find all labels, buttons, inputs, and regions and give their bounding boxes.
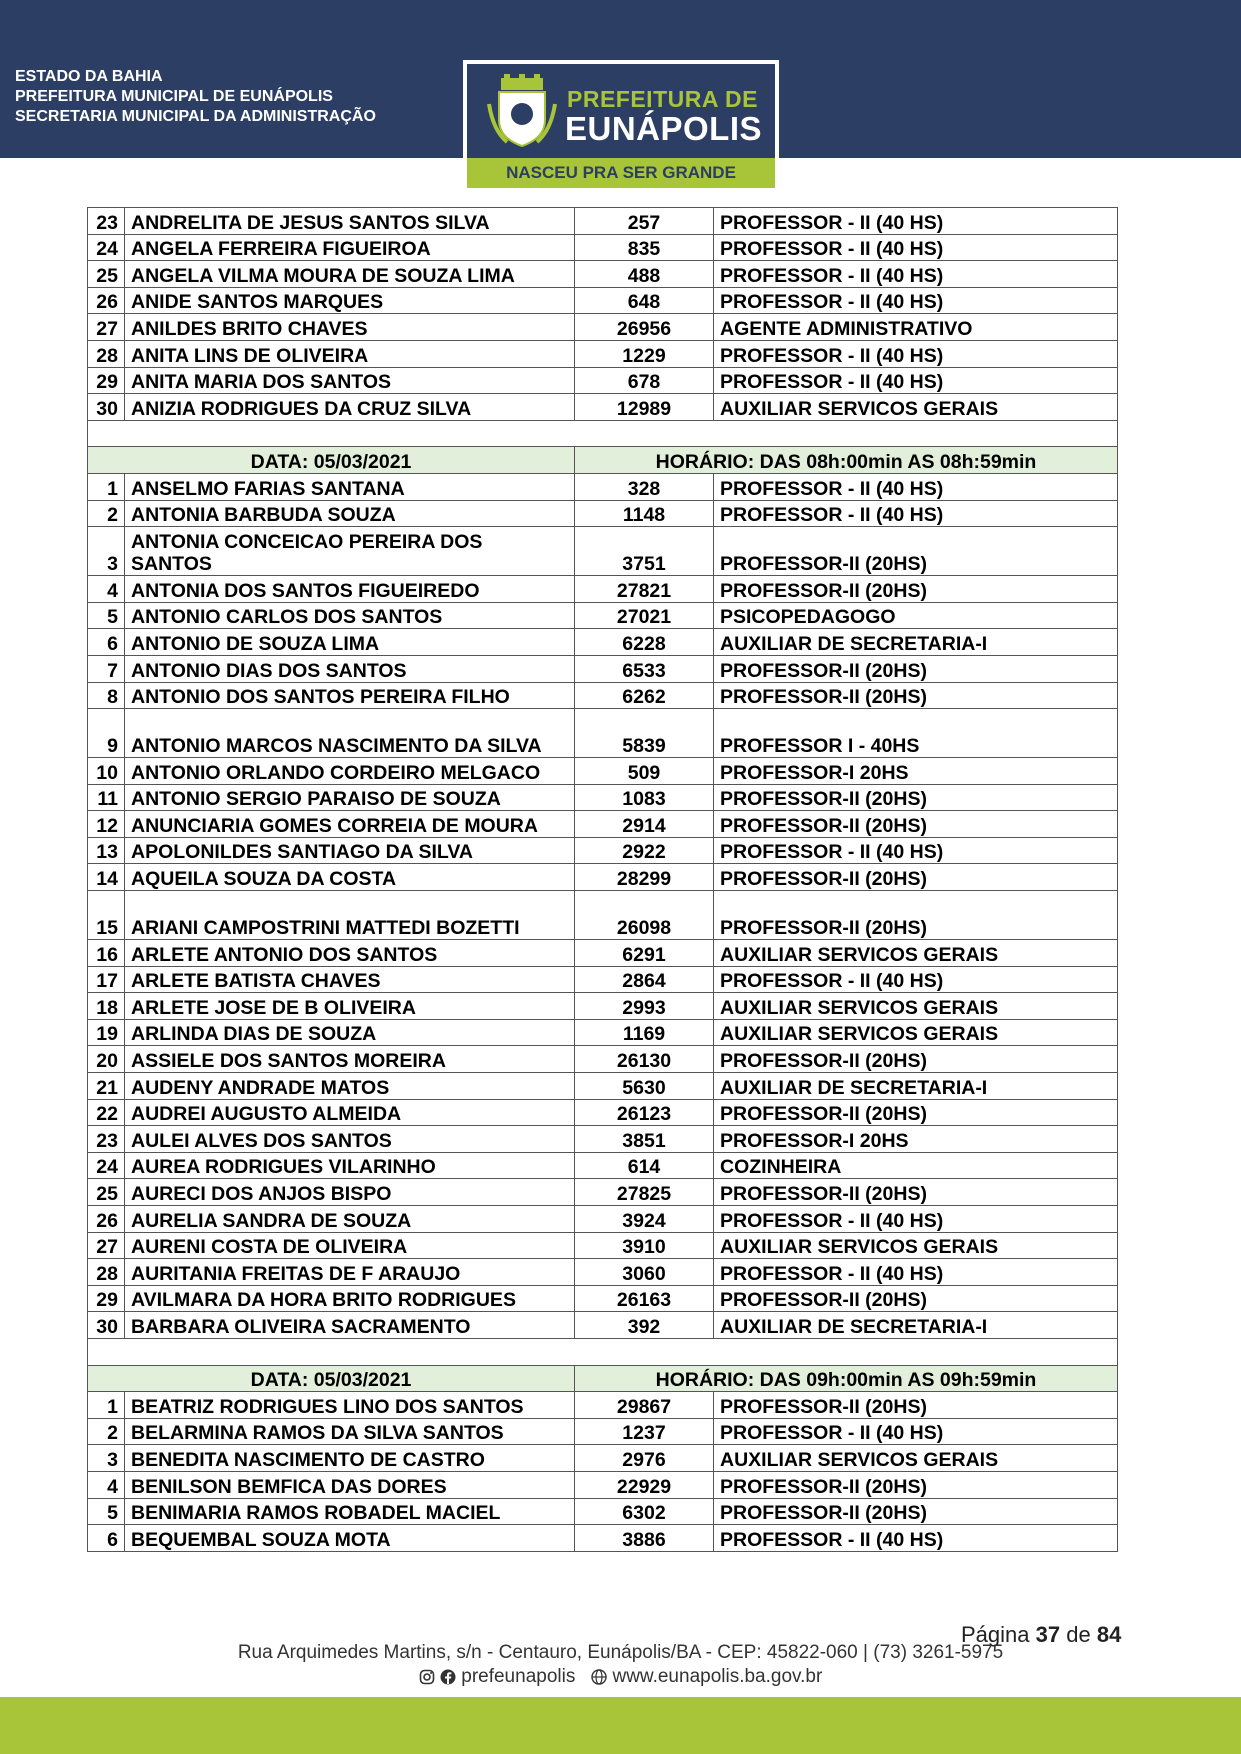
table-row: [88, 1073, 1118, 1100]
job-title: PROFESSOR-I 20HS: [714, 1126, 1118, 1153]
registration-number: 3886: [575, 1525, 714, 1552]
footer-address: Rua Arquimedes Martins, s/n - Centauro, Eunápolis/BA - CEP: 45822-060 | (73) 3261-5975: [237, 1642, 1004, 1663]
row-number: 10: [88, 758, 125, 785]
job-title: PROFESSOR - II (40 HS): [714, 837, 1118, 864]
employee-name: ANSELMO FARIAS SANTANA: [125, 473, 575, 500]
row-number: 13: [88, 837, 125, 864]
footer-bar: [0, 1697, 1241, 1754]
job-title: PROFESSOR - II (40 HS): [714, 473, 1118, 500]
row-number: 4: [88, 1471, 125, 1498]
job-title: PROFESSOR - II (40 HS): [714, 1206, 1118, 1233]
employee-name: ANDRELITA DE JESUS SANTOS SILVA: [125, 208, 575, 235]
job-title: AUXILIAR DE SECRETARIA-I: [714, 1073, 1118, 1100]
employee-name: BENILSON BEMFICA DAS DORES: [125, 1471, 575, 1498]
employee-name: ANIZIA RODRIGUES DA CRUZ SILVA: [125, 394, 575, 421]
registration-number: 1148: [575, 500, 714, 527]
employee-name: AULEI ALVES DOS SANTOS: [125, 1126, 575, 1153]
employee-name: AVILMARA DA HORA BRITO RODRIGUES: [125, 1285, 575, 1312]
job-title: PROFESSOR-II (20HS): [714, 655, 1118, 682]
registration-number: 648: [575, 287, 714, 314]
job-title: PROFESSOR-II (20HS): [714, 864, 1118, 891]
job-title: PROFESSOR-II (20HS): [714, 1179, 1118, 1206]
page-label: Página: [961, 1622, 1030, 1647]
row-number: 26: [88, 1206, 125, 1233]
employee-name: BENIMARIA RAMOS ROBADEL MACIEL: [125, 1498, 575, 1525]
row-number: 19: [88, 1019, 125, 1046]
table-row: [88, 655, 1118, 682]
job-title: AUXILIAR SERVICOS GERAIS: [714, 940, 1118, 967]
table-row: [88, 1099, 1118, 1126]
registration-number: 1169: [575, 1019, 714, 1046]
table-row: [88, 993, 1118, 1020]
globe-icon: [591, 1669, 607, 1685]
staff-schedule-table: [87, 207, 1118, 1552]
section-spacer: [88, 420, 1118, 447]
job-title: PROFESSOR - II (40 HS): [714, 1418, 1118, 1445]
facebook-icon: [440, 1669, 456, 1685]
employee-name: ARIANI CAMPOSTRINI MATTEDI BOZETTI: [125, 891, 575, 940]
registration-number: 6533: [575, 655, 714, 682]
table-row: [88, 629, 1118, 656]
registration-number: 328: [575, 473, 714, 500]
table-row: [88, 576, 1118, 603]
logo-slogan: NASCEU PRA SER GRANDE: [467, 158, 775, 188]
row-number: 30: [88, 1312, 125, 1339]
employee-name: ANILDES BRITO CHAVES: [125, 314, 575, 341]
employee-name: BENEDITA NASCIMENTO DE CASTRO: [125, 1445, 575, 1472]
registration-number: 835: [575, 234, 714, 261]
employee-name: ARLETE JOSE DE B OLIVEIRA: [125, 993, 575, 1020]
job-title: PROFESSOR - II (40 HS): [714, 367, 1118, 394]
row-number: 23: [88, 1126, 125, 1153]
job-title: PROFESSOR-II (20HS): [714, 682, 1118, 709]
table-row: [88, 709, 1118, 758]
employee-name: AQUEILA SOUZA DA COSTA: [125, 864, 575, 891]
page-of: de: [1066, 1622, 1091, 1647]
row-number: 20: [88, 1046, 125, 1073]
employee-name: BELARMINA RAMOS DA SILVA SANTOS: [125, 1418, 575, 1445]
footer-contacts: [0, 1666, 1241, 1688]
row-number: 14: [88, 864, 125, 891]
registration-number: 27021: [575, 602, 714, 629]
registration-number: 257: [575, 208, 714, 235]
registration-number: 488: [575, 261, 714, 288]
registration-number: 2864: [575, 966, 714, 993]
row-number: 5: [88, 602, 125, 629]
job-title: PROFESSOR - II (40 HS): [714, 287, 1118, 314]
job-title: AUXILIAR SERVICOS GERAIS: [714, 993, 1118, 1020]
row-number: 2: [88, 1418, 125, 1445]
section-spacer: [88, 1338, 1118, 1365]
employee-name: ANITA LINS DE OLIVEIRA: [125, 340, 575, 367]
registration-number: 1237: [575, 1418, 714, 1445]
job-title: PROFESSOR - II (40 HS): [714, 500, 1118, 527]
row-number: 5: [88, 1498, 125, 1525]
row-number: 16: [88, 940, 125, 967]
table-row: [88, 1392, 1118, 1419]
row-number: 6: [88, 629, 125, 656]
table-row: [88, 602, 1118, 629]
table-row: [88, 234, 1118, 261]
table-row: [88, 1179, 1118, 1206]
employee-name: ANTONIO DIAS DOS SANTOS: [125, 655, 575, 682]
employee-name: ANGELA VILMA MOURA DE SOUZA LIMA: [125, 261, 575, 288]
instagram-icon: [419, 1669, 435, 1685]
row-number: 6: [88, 1525, 125, 1552]
row-number: 28: [88, 1259, 125, 1286]
row-number: 26: [88, 287, 125, 314]
registration-number: 3060: [575, 1259, 714, 1286]
table-row: [88, 1019, 1118, 1046]
row-number: 1: [88, 473, 125, 500]
employee-name: ANITA MARIA DOS SANTOS: [125, 367, 575, 394]
table-row: [88, 1285, 1118, 1312]
registration-number: 26098: [575, 891, 714, 940]
table-row: [88, 473, 1118, 500]
section-date: DATA: 05/03/2021: [88, 447, 575, 474]
table-row: [88, 758, 1118, 785]
table-row: [88, 314, 1118, 341]
job-title: PROFESSOR-II (20HS): [714, 527, 1118, 576]
coat-of-arms-icon: [487, 74, 557, 150]
table-row: [88, 837, 1118, 864]
table-row: [88, 1312, 1118, 1339]
job-title: PROFESSOR-II (20HS): [714, 1285, 1118, 1312]
table-row: [88, 966, 1118, 993]
employee-name: BARBARA OLIVEIRA SACRAMENTO: [125, 1312, 575, 1339]
employee-name: ASSIELE DOS SANTOS MOREIRA: [125, 1046, 575, 1073]
table-row: [88, 1525, 1118, 1552]
section-date: DATA: 05/03/2021: [88, 1365, 575, 1392]
registration-number: 5839: [575, 709, 714, 758]
header-prefecture: PREFEITURA MUNICIPAL DE EUNÁPOLIS: [15, 88, 333, 105]
row-number: 22: [88, 1099, 125, 1126]
job-title: AUXILIAR SERVICOS GERAIS: [714, 1445, 1118, 1472]
registration-number: 5630: [575, 1073, 714, 1100]
table-row: [88, 1152, 1118, 1179]
row-number: 21: [88, 1073, 125, 1100]
registration-number: 26163: [575, 1285, 714, 1312]
page-total: 84: [1096, 1622, 1122, 1647]
table-row: [88, 811, 1118, 838]
registration-number: 614: [575, 1152, 714, 1179]
employee-name: ANTONIA BARBUDA SOUZA: [125, 500, 575, 527]
table-row: [88, 1445, 1118, 1472]
employee-name: ARLINDA DIAS DE SOUZA: [125, 1019, 575, 1046]
employee-name: ARLETE BATISTA CHAVES: [125, 966, 575, 993]
job-title: PROFESSOR-II (20HS): [714, 1099, 1118, 1126]
job-title: AUXILIAR SERVICOS GERAIS: [714, 1019, 1118, 1046]
table-row: [88, 261, 1118, 288]
social-handle[interactable]: prefeunapolis: [461, 1666, 576, 1687]
table-row: [88, 287, 1118, 314]
job-title: AUXILIAR SERVICOS GERAIS: [714, 1232, 1118, 1259]
registration-number: 26130: [575, 1046, 714, 1073]
table-row: [88, 940, 1118, 967]
job-title: PROFESSOR-I 20HS: [714, 758, 1118, 785]
job-title: PROFESSOR - II (40 HS): [714, 208, 1118, 235]
table-row: [88, 1498, 1118, 1525]
table-row: [88, 784, 1118, 811]
registration-number: 3924: [575, 1206, 714, 1233]
table-row: [88, 1259, 1118, 1286]
page-current: 37: [1035, 1622, 1061, 1647]
employee-name: ANGELA FERREIRA FIGUEIROA: [125, 234, 575, 261]
job-title: PROFESSOR-II (20HS): [714, 576, 1118, 603]
row-number: 8: [88, 682, 125, 709]
row-number: 24: [88, 1152, 125, 1179]
logo-title-line2: EUNÁPOLIS: [565, 110, 763, 147]
job-title: PROFESSOR - II (40 HS): [714, 261, 1118, 288]
header-secretariat: SECRETARIA MUNICIPAL DA ADMINISTRAÇÃO: [15, 108, 376, 125]
job-title: COZINHEIRA: [714, 1152, 1118, 1179]
job-title: PROFESSOR-II (20HS): [714, 1392, 1118, 1419]
job-title: PROFESSOR-II (20HS): [714, 891, 1118, 940]
section-header: [88, 1365, 1118, 1392]
job-title: AUXILIAR DE SECRETARIA-I: [714, 629, 1118, 656]
registration-number: 6291: [575, 940, 714, 967]
section-time: HORÁRIO: DAS 08h:00min AS 08h:59min: [575, 447, 1118, 474]
table-row: [88, 1206, 1118, 1233]
employee-name: AURITANIA FREITAS DE F ARAUJO: [125, 1259, 575, 1286]
registration-number: 6228: [575, 629, 714, 656]
job-title: AUXILIAR DE SECRETARIA-I: [714, 1312, 1118, 1339]
table-body: [88, 208, 1118, 1552]
employee-name: AURELIA SANDRA DE SOUZA: [125, 1206, 575, 1233]
logo-title-line1: PREFEITURA DE: [567, 86, 758, 112]
row-number: 12: [88, 811, 125, 838]
row-number: 27: [88, 314, 125, 341]
employee-name: BEQUEMBAL SOUZA MOTA: [125, 1525, 575, 1552]
spacer-cell: [88, 1338, 1118, 1365]
row-number: 11: [88, 784, 125, 811]
table-row: [88, 1046, 1118, 1073]
employee-name: ANTONIO CARLOS DOS SANTOS: [125, 602, 575, 629]
row-number: 15: [88, 891, 125, 940]
employee-name: AUREA RODRIGUES VILARINHO: [125, 1152, 575, 1179]
registration-number: 1083: [575, 784, 714, 811]
job-title: PROFESSOR-II (20HS): [714, 811, 1118, 838]
employee-name: AUDENY ANDRADE MATOS: [125, 1073, 575, 1100]
registration-number: 29867: [575, 1392, 714, 1419]
table-row: [88, 340, 1118, 367]
employee-name: ANTONIO SERGIO PARAISO DE SOUZA: [125, 784, 575, 811]
row-number: 24: [88, 234, 125, 261]
row-number: 7: [88, 655, 125, 682]
job-title: PROFESSOR - II (40 HS): [714, 234, 1118, 261]
table-row: [88, 864, 1118, 891]
registration-number: 27821: [575, 576, 714, 603]
table-row: [88, 208, 1118, 235]
job-title: AUXILIAR SERVICOS GERAIS: [714, 394, 1118, 421]
employee-name: APOLONILDES SANTIAGO DA SILVA: [125, 837, 575, 864]
employee-name: ANTONIO ORLANDO CORDEIRO MELGACO: [125, 758, 575, 785]
job-title: PROFESSOR-II (20HS): [714, 1471, 1118, 1498]
section-time: HORÁRIO: DAS 09h:00min AS 09h:59min: [575, 1365, 1118, 1392]
registration-number: 3910: [575, 1232, 714, 1259]
row-number: 29: [88, 1285, 125, 1312]
registration-number: 3851: [575, 1126, 714, 1153]
employee-name: ANUNCIARIA GOMES CORREIA DE MOURA: [125, 811, 575, 838]
registration-number: 509: [575, 758, 714, 785]
header-institution: [15, 67, 376, 127]
row-number: 27: [88, 1232, 125, 1259]
registration-number: 6262: [575, 682, 714, 709]
row-number: 25: [88, 261, 125, 288]
row-number: 30: [88, 394, 125, 421]
row-number: 17: [88, 966, 125, 993]
registration-number: 1229: [575, 340, 714, 367]
registration-number: 22929: [575, 1471, 714, 1498]
job-title: PROFESSOR - II (40 HS): [714, 1259, 1118, 1286]
table-row: [88, 1418, 1118, 1445]
registration-number: 26123: [575, 1099, 714, 1126]
row-number: 3: [88, 527, 125, 576]
prefecture-logo: [463, 60, 779, 192]
employee-name: ANTONIO DE SOUZA LIMA: [125, 629, 575, 656]
employee-name: ANTONIO DOS SANTOS PEREIRA FILHO: [125, 682, 575, 709]
employee-name: AURECI DOS ANJOS BISPO: [125, 1179, 575, 1206]
employee-name: ANIDE SANTOS MARQUES: [125, 287, 575, 314]
job-title: PROFESSOR-II (20HS): [714, 1046, 1118, 1073]
section-header: [88, 447, 1118, 474]
row-number: 18: [88, 993, 125, 1020]
employee-name: ARLETE ANTONIO DOS SANTOS: [125, 940, 575, 967]
row-number: 23: [88, 208, 125, 235]
registration-number: 2993: [575, 993, 714, 1020]
employee-name: AURENI COSTA DE OLIVEIRA: [125, 1232, 575, 1259]
registration-number: 2976: [575, 1445, 714, 1472]
job-title: PSICOPEDAGOGO: [714, 602, 1118, 629]
registration-number: 3751: [575, 527, 714, 576]
header-state: ESTADO DA BAHIA: [15, 68, 163, 85]
registration-number: 28299: [575, 864, 714, 891]
table-row: [88, 682, 1118, 709]
registration-number: 2922: [575, 837, 714, 864]
job-title: PROFESSOR I - 40HS: [714, 709, 1118, 758]
table-row: [88, 367, 1118, 394]
website-link[interactable]: www.eunapolis.ba.gov.br: [612, 1666, 823, 1687]
row-number: 1: [88, 1392, 125, 1419]
job-title: PROFESSOR-II (20HS): [714, 784, 1118, 811]
table-row: [88, 1232, 1118, 1259]
table-row: [88, 527, 1118, 576]
row-number: 4: [88, 576, 125, 603]
logo-top-panel: [467, 64, 775, 158]
employee-name: AUDREI AUGUSTO ALMEIDA: [125, 1099, 575, 1126]
table-row: [88, 394, 1118, 421]
employee-name: BEATRIZ RODRIGUES LINO DOS SANTOS: [125, 1392, 575, 1419]
row-number: 3: [88, 1445, 125, 1472]
job-title: PROFESSOR - II (40 HS): [714, 1525, 1118, 1552]
employee-name: ANTONIA CONCEICAO PEREIRA DOS SANTOS: [125, 527, 575, 576]
employee-name: ANTONIA DOS SANTOS FIGUEIREDO: [125, 576, 575, 603]
registration-number: 678: [575, 367, 714, 394]
registration-number: 6302: [575, 1498, 714, 1525]
registration-number: 2914: [575, 811, 714, 838]
row-number: 2: [88, 500, 125, 527]
table-row: [88, 500, 1118, 527]
job-title: PROFESSOR-II (20HS): [714, 1498, 1118, 1525]
row-number: 29: [88, 367, 125, 394]
table-row: [88, 1471, 1118, 1498]
table-row: [88, 891, 1118, 940]
spacer-cell: [88, 420, 1118, 447]
job-title: PROFESSOR - II (40 HS): [714, 966, 1118, 993]
employee-name: ANTONIO MARCOS NASCIMENTO DA SILVA: [125, 709, 575, 758]
job-title: AGENTE ADMINISTRATIVO: [714, 314, 1118, 341]
registration-number: 12989: [575, 394, 714, 421]
table-row: [88, 1126, 1118, 1153]
registration-number: 392: [575, 1312, 714, 1339]
job-title: PROFESSOR - II (40 HS): [714, 340, 1118, 367]
row-number: 9: [88, 709, 125, 758]
row-number: 25: [88, 1179, 125, 1206]
row-number: 28: [88, 340, 125, 367]
registration-number: 26956: [575, 314, 714, 341]
registration-number: 27825: [575, 1179, 714, 1206]
